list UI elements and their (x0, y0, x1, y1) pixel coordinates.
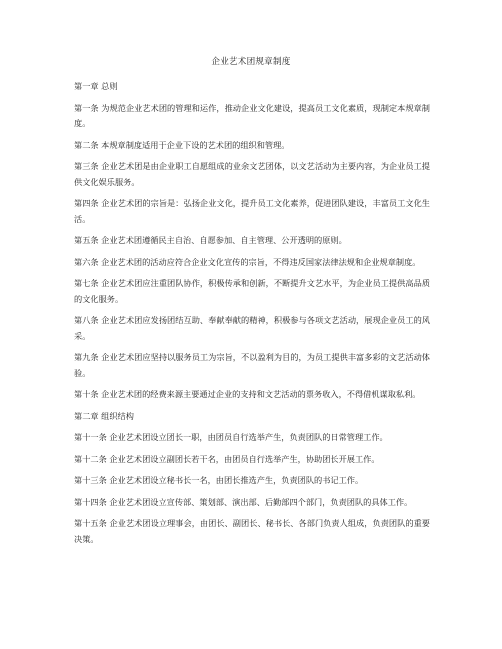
chapter-heading: 第一章 总则 (74, 81, 118, 91)
article-paragraph: 第二条 本规章制度适用于企业下设的艺术团的组织和管理。 (74, 139, 290, 150)
article-paragraph: 第八条 企业艺术团应发扬团结互助、奉献奉献的精神，积极参与各项文艺活动，展现企业员工的风采。 (74, 315, 430, 341)
article-paragraph: 第十条 企业艺术团的经费来源主要通过企业的支持和文艺活动的票务收入，不得借机谋取私利。 (74, 389, 421, 399)
article-paragraph: 第五条 企业艺术团遵循民主自治、自愿参加、自主管理、公开透明的原则。 (74, 235, 347, 245)
article-paragraph: 第九条 企业艺术团应坚持以服务员工为宗旨，不以盈利为目的，为员工提供丰富多彩的文艺活动体验。 (74, 352, 430, 378)
article-paragraph: 第十五条 企业艺术团设立理事会，由团长、副团长、秘书长、各部门负责人组成，负责团队的重要决策。 (74, 518, 430, 544)
chapter-heading: 第二章 组织结构 (74, 410, 134, 421)
document-title: 企业艺术团规章制度 (211, 57, 291, 67)
article-paragraph: 第六条 企业艺术团的活动应符合企业文化宣传的宗旨，不得违反国家法律法规和企业规章制度。 (74, 256, 421, 267)
article-paragraph: 第十四条 企业艺术团设立宣传部、策划部、演出部、后勤部四个部门，负责团队的具体工作。 (74, 496, 413, 507)
article-paragraph: 第十二条 企业艺术团设立副团长若干名，由团员自行选举产生，协助团长开展工作。 (74, 453, 380, 464)
article-paragraph: 第十三条 企业艺术团设立秘书长一名，由团长推选产生，负责团队的书记工作。 (74, 475, 364, 485)
article-paragraph: 第七条 企业艺术团应注重团队协作，积极传承和创新，不断提升文艺水平，为企业员工提供高品质的文化服务。 (74, 278, 430, 304)
article-paragraph: 第一条 为规范企业艺术团的管理和运作，推动企业文化建设，提高员工文化素质，现制定本规章制度。 (74, 102, 430, 128)
article-paragraph: 第十一条 企业艺术团设立团长一职，由团员自行选举产生，负责团队的日常管理工作。 (74, 432, 388, 442)
article-paragraph: 第三条 企业艺术团是由企业职工自愿组成的业余文艺团体，以文艺活动为主要内容，为企业员工提供文化娱乐服务。 (74, 161, 430, 187)
article-paragraph: 第四条 企业艺术团的宗旨是：弘扬企业文化，提升员工文化素养，促进团队建设，丰富员工文化生活。 (74, 198, 430, 224)
document-body (74, 79, 430, 553)
